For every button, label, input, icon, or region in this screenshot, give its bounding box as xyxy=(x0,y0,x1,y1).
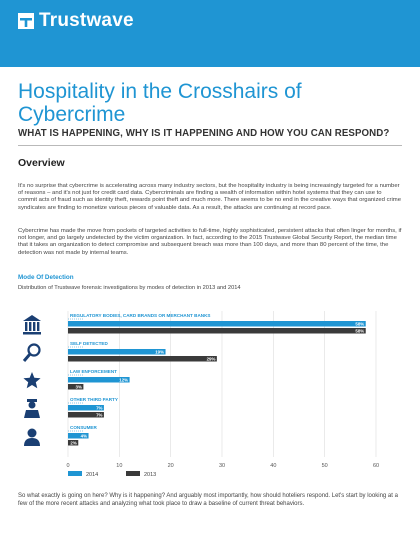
overview-paragraph-1: It's no surprise that cybercrime is accelerating across many industry sectors, but the hospitality industry is being increasingly targeted for a number of reasons – and it's not just for credit card data. Cybercriminals are finding a wealth of information within hotel systems that they can use to commit acts of fraud such as identity theft, rewards point theft and much more. There seems to be no end in the creative ways that organized crime syndicates are finding to monetize various pieces of valuable data. As a result, the attacks are continuing at record pace. xyxy=(18,183,401,211)
bar-2013 xyxy=(68,328,366,334)
trustwave-logo xyxy=(18,10,134,32)
bar-2013 xyxy=(68,356,217,362)
category-label: OTHER THIRD PARTY xyxy=(70,397,118,402)
bar-value-label: 19% xyxy=(155,349,165,355)
x-tick-label: 10 xyxy=(116,463,123,469)
bar-value-label: 58% xyxy=(355,328,365,334)
badge-star-icon xyxy=(23,372,40,388)
mode-of-detection-description: Distribution of Trustwave forensic investigations by modes of detection in 2013 and 2014 xyxy=(18,285,241,291)
legend-label-2013: 2013 xyxy=(144,472,157,478)
bar-2014 xyxy=(68,321,366,327)
category-label: CONSUMER xyxy=(70,425,97,430)
page-title: Hospitality in the Crosshairs of Cybercrime xyxy=(18,80,302,126)
x-tick-label: 40 xyxy=(270,463,277,469)
page-subtitle: WHAT IS HAPPENING, WHY IS IT HAPPENING AND HOW YOU CAN RESPOND? xyxy=(18,128,390,139)
x-tick-label: 60 xyxy=(372,463,380,469)
overview-paragraph-2: Cybercrime has made the move from pockets of targeted activities to full-time, highly sophisticated, persistent attacks that often linger for months, if not longer, and go largely undetected by the victim organization. In fact, according to the 2015 Trustwave Global Security Report, the median time that it takes an organization to detect compromise and subsequent breach was more than 100 days, and more than 80 percent of the time, the detection was not made by internal teams. xyxy=(18,228,402,256)
bar-value-label: 29% xyxy=(206,356,216,362)
x-tick-label: 30 xyxy=(218,463,226,469)
closing-paragraph: So what exactly is going on here? Why is it happening? And arguably most importantly, how should hoteliers respond. Let's start by looking at a few of the more recent attacks and analyzing what took place to draw a baseline of current threat behaviors. xyxy=(18,493,398,507)
magnifier-icon xyxy=(24,345,40,362)
category-label: REGULATORY BODIES, CARD BRANDS OR MERCHANT BANKS xyxy=(70,313,211,318)
bar-value-label: 58% xyxy=(355,321,365,327)
mode-of-detection-heading: Mode Of Detection xyxy=(18,274,74,281)
user-icon xyxy=(24,429,40,447)
bank-icon xyxy=(23,315,41,335)
category-label: LAW ENFORCEMENT xyxy=(70,369,117,374)
detection-bar-chart xyxy=(18,297,388,483)
header-banner xyxy=(0,0,420,67)
divider xyxy=(18,145,402,146)
legend-swatch-2013 xyxy=(126,471,140,476)
overview-heading: Overview xyxy=(18,157,65,169)
bar-value-label: 3% xyxy=(75,384,82,390)
bar-value-label: 7% xyxy=(96,412,103,418)
trustwave-logo-mark-icon xyxy=(18,13,34,29)
bar-value-label: 4% xyxy=(80,433,88,439)
logo-wordmark: Trustwave xyxy=(39,10,134,31)
legend-swatch-2014 xyxy=(68,471,82,476)
x-tick-label: 0 xyxy=(66,463,70,469)
legend-label-2014: 2014 xyxy=(86,472,99,478)
bar-2014 xyxy=(68,349,166,355)
bar-value-label: 2% xyxy=(70,440,77,446)
x-tick-label: 20 xyxy=(167,463,174,469)
bar-value-label: 12% xyxy=(119,377,129,383)
person-icon xyxy=(24,399,40,418)
bar-value-label: 7% xyxy=(96,405,103,411)
x-tick-label: 50 xyxy=(321,463,328,469)
category-label: SELF DETECTED xyxy=(70,341,108,346)
